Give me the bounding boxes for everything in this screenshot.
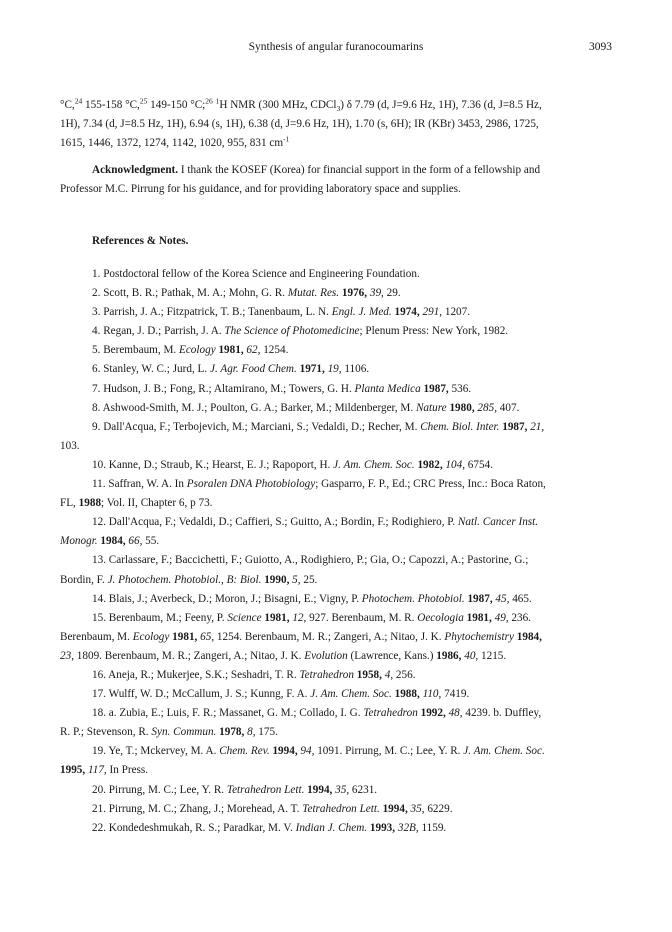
reference-item: 14. Blais, J.; Averbeck, D.; Moron, J.; Bisagni, E.; Vigny, P. Photochem. Photobiol. 1987, 45, 465. xyxy=(92,592,532,605)
reference-item: 18. a. Zubia, E.; Luis, F. R.; Massanet, G. M.; Collado, I. G. Tetrahedron 1992, 48, 4239. b. Duffley, xyxy=(92,707,542,720)
reference-continuation: 103. xyxy=(60,439,80,452)
acknowledgment-label: Acknowledgment. xyxy=(92,164,179,176)
reference-item: 21. Pirrung, M. C.; Zhang, J.; Morehead, A. T. Tetrahedron Lett. 1994, 35, 6229. xyxy=(92,802,453,815)
text-line: Professor M.C. Pirrung for his guidance, and for providing laboratory space and supplies. xyxy=(60,183,461,196)
reference-continuation: Berenbaum, M. Ecology 1981, 65, 1254. Berenbaum, M. R.; Zangeri, A.; Nitao, J. K. Phytochemistry 1984, xyxy=(60,630,542,643)
reference-item: 17. Wulff, W. D.; McCallum, J. S.; Kunng, F. A. J. Am. Chem. Soc. 1988, 110, 7419. xyxy=(92,688,470,701)
reference-item: 6. Stanley, W. C.; Jurd, L. J. Agr. Food Chem. 1971, 19, 1106. xyxy=(92,363,370,376)
reference-item: 5. Berembaum, M. Ecology 1981, 62, 1254. xyxy=(92,344,289,357)
page-number: 3093 xyxy=(589,41,612,53)
reference-continuation: FL, 1988; Vol. II, Chapter 6, p 73. xyxy=(60,497,213,510)
spectral-data-paragraph xyxy=(60,96,612,154)
text-line: 1615, 1446, 1372, 1274, 1142, 1020, 955, 831 $cm^{-1}$ xyxy=(60,134,290,150)
reference-item: 22. Kondedeshmukah, R. S.; Paradkar, M. V. Indian J. Chem. 1993, 32B, 1159. xyxy=(92,821,447,834)
reference-item: 19. Ye, T.; Mckervey, M. A. Chem. Rev. 1994, 94, 1091. Pirrung, M. C.; Lee, Y. R. J. Am. Chem. Soc. xyxy=(92,745,545,758)
reference-continuation: Bordin, F. J. Photochem. Photobiol., B: Biol. 1990, 5, 25. xyxy=(60,573,318,586)
text-line: Acknowledgment. I thank the KOSEF (Korea) for financial support in the form of a fellowship and xyxy=(92,164,541,176)
reference-item: 3. Parrish, J. A.; Fitzpatrick, T. B.; Tanenbaum, L. N. Engl. J. Med. 1974, 291, 1207. xyxy=(92,306,471,319)
reference-item: 15. Berenbaum, M.; Feeny, P. Science 1981, 12, 927. Berenbaum, M. R. Oecologia 1981, 49, 236. xyxy=(92,611,531,624)
reference-item: 10. Kanne, D.; Straub, K.; Hearst, E. J.; Rapoport, H. J. Am. Chem. Soc. 1982, 104, 6754. xyxy=(92,458,493,471)
reference-item: 9. Dall'Acqua, F.; Terbojevich, M.; Marciani, S.; Vedaldi, D.; Recher, M. Chem. Biol. Inter. 1987, 21, xyxy=(92,420,545,433)
reference-item: 11. Saffran, W. A. In Psoralen DNA Photobiology; Gasparro, F. P., Ed.; CRC Press, Inc.: Boca Raton, xyxy=(92,478,546,491)
reference-item: 4. Regan, J. D.; Parrish, J. A. The Science of Photomedicine; Plenum Press: New York, 1982. xyxy=(92,325,509,338)
text-line: 1H), 7.34 (d, J=8.5 Hz, 1H), 6.94 (s, 1H), 6.38 (d, J=9.6 Hz, 1H), 1.70 (s, 6H); IR (KBr) 3453, 2986, 1725, xyxy=(60,118,539,131)
reference-item: 1. Postdoctoral fellow of the Korea Science and Engineering Foundation. xyxy=(92,268,420,280)
running-title: Synthesis of angular furanocoumarins xyxy=(248,41,424,53)
reference-item: 2. Scott, B. R.; Pathak, M. A.; Mohn, G. R. Mutat. Res. 1976, 39, 29. xyxy=(92,287,401,300)
reference-item: 12. Dall'Acqua, F.; Vedaldi, D.; Caffieri, S.; Guitto, A.; Bordin, F.; Rodighiero, P. Natl. Cancer Inst. xyxy=(92,516,539,529)
reference-continuation: R. P.; Stevenson, R. Syn. Commun. 1978, 8, 175. xyxy=(60,726,278,739)
reference-list xyxy=(60,265,612,838)
reference-item: 13. Carlassare, F.; Baccichetti, F.; Guiotto, A., Rodighiero, P.; Gia, O.; Capozzi, A.; Pastorine, G.; xyxy=(92,554,529,567)
reference-item: 8. Ashwood-Smith, M. J.; Poulton, G. A.; Barker, M.; Mildenberger, M. Nature 1980, 285, 407. xyxy=(92,401,520,414)
reference-continuation: 1995, 117, In Press. xyxy=(60,764,149,777)
reference-continuation: 23, 1809. Berenbaum, M. R.; Zangeri, A.; Nitao, J. K. Evolution (Lawrence, Kans.) 1986, 40, 1215. xyxy=(60,649,507,662)
reference-continuation: Monogr. 1984, 66, 55. xyxy=(60,535,160,548)
text-line: °C,$^{24}$ 155-158 °C,$^{25}$ 149-150 °C;$^{26}$ $^1$H NMR (300 MHz, CDCl$_3$) δ 7.79 (d, J=9.6 Hz, 1H), 7.36 (d, J=8.5 Hz, xyxy=(60,96,542,114)
acknowledgment-paragraph xyxy=(60,161,612,199)
reference-item: 16. Aneja, R.; Mukerjee, S.K.; Seshadri, T. R. Tetrahedron 1958, 4, 256. xyxy=(92,668,416,681)
references-heading: References & Notes. xyxy=(92,235,189,247)
reference-item: 20. Pirrung, M. C.; Lee, Y. R. Tetrahedron Lett. 1994, 35, 6231. xyxy=(92,783,378,796)
running-header xyxy=(60,41,612,57)
reference-item: 7. Hudson, J. B.; Fong, R.; Altamirano, M.; Towers, G. H. Planta Medica 1987, 536. xyxy=(92,382,472,395)
